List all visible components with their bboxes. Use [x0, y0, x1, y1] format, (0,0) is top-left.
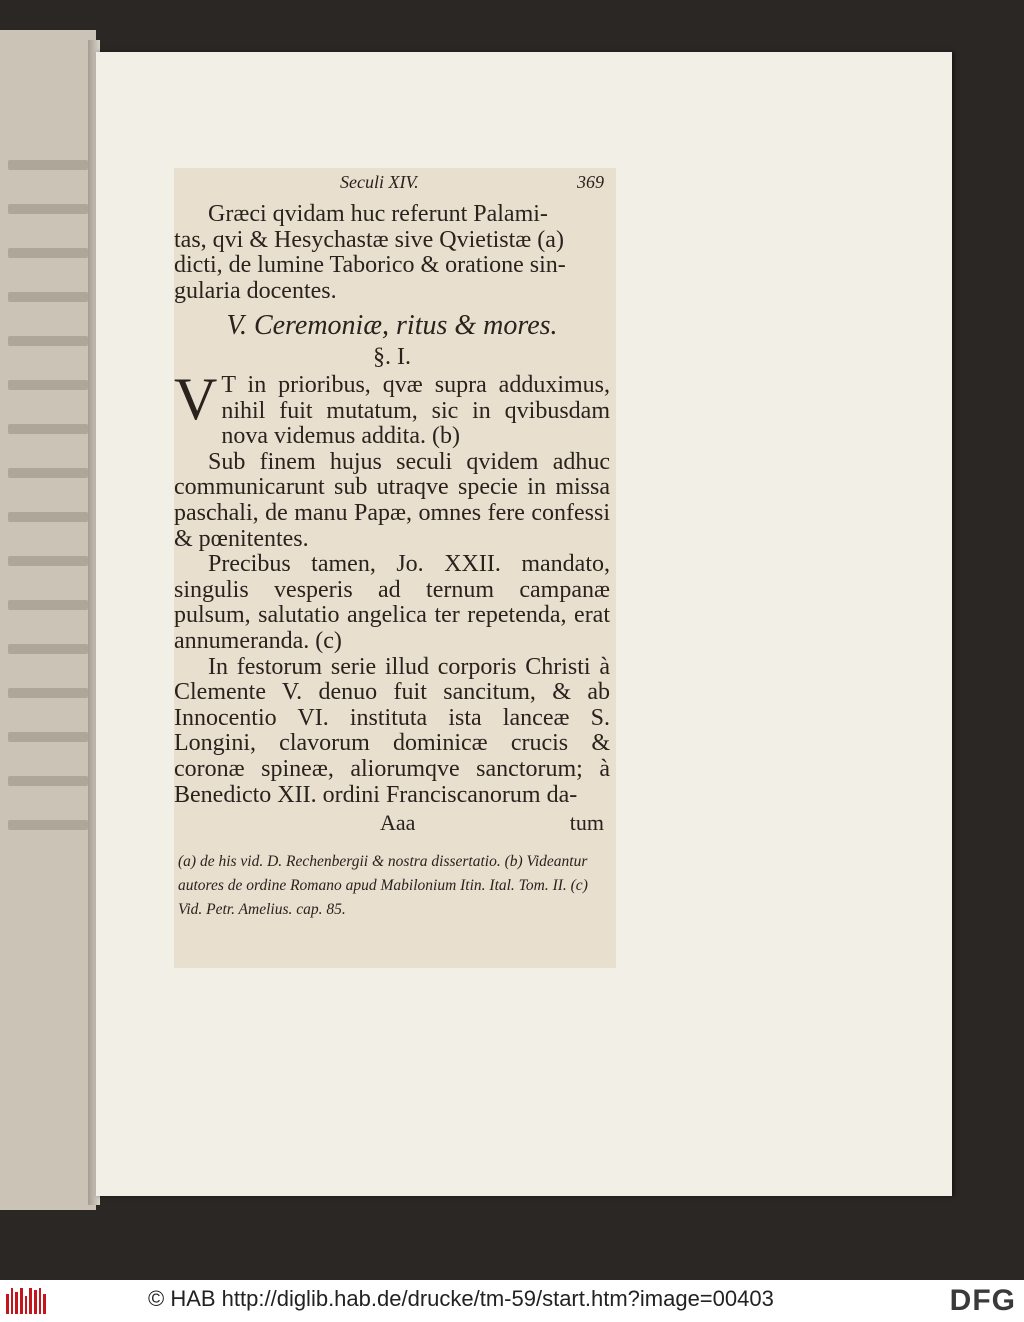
- page-foot-line: [174, 808, 610, 836]
- catchword: tum: [569, 810, 604, 836]
- page-text: [174, 172, 610, 922]
- text-line: dicti, de lumine Taborico & oratione sin-: [174, 252, 566, 278]
- paragraph-2: [174, 366, 610, 450]
- paragraph-text: Sub finem hujus seculi qvidem adhuc communicarunt sub utraqve specie in missa paschali, de manu Papæ, omnes fere confessi & pœnitentes.: [174, 448, 610, 552]
- dfg-logo: DFG: [949, 1284, 1016, 1317]
- page-number: 369: [577, 172, 604, 192]
- running-head: Seculi XIV.: [340, 172, 419, 192]
- paragraph-text: T in prioribus, qvæ supra adduximus, nihil fuit mutatum, sic in qvibusdam nova videmus addita. (b): [221, 372, 610, 450]
- paragraph-3: [174, 450, 610, 552]
- section-mark: §. I.: [373, 344, 411, 370]
- section-title: V. Ceremoniæ, ritus & mores.: [226, 310, 558, 341]
- text-line: Græci qvidam huc referunt Palami-: [208, 201, 548, 227]
- paragraph-5: [174, 655, 610, 809]
- paragraph-text: Precibus tamen, Jo. XXII. mandato, singulis vesperis ad ternum campanæ pulsum, salutatio angelica ter repetenda, erat annumeranda. (c): [174, 551, 610, 654]
- paragraph-1: [174, 202, 610, 304]
- signature-mark: Aaa: [380, 810, 416, 836]
- paragraph-text: In festorum serie illud corporis Christi à Clemente V. denuo fuit sancitum, & ab Innocentio VI. instituta ista lanceæ S. Longini, clavorum dominicæ crucis & coronæ spineæ, aliorumqve sanctorum; à Benedicto XII. ordini Franciscanorum da-: [174, 653, 610, 808]
- running-header: [174, 172, 610, 202]
- text-line: tas, qvi & Hesychastæ sive Qvietistæ (a): [174, 226, 564, 253]
- drop-cap: V: [174, 366, 218, 432]
- previous-page-edge: [0, 30, 96, 1210]
- hab-logo-icon: [6, 1288, 46, 1314]
- source-url[interactable]: © HAB http://diglib.hab.de/drucke/tm-59/start.htm?image=00403: [148, 1286, 774, 1311]
- text-line: gularia docentes.: [174, 277, 337, 304]
- viewer-footer: [0, 1280, 1024, 1322]
- ghost-text: [8, 160, 88, 864]
- paragraph-4: [174, 552, 610, 654]
- footnotes: (a) de his vid. D. Rechenbergii & nostra dissertatio. (b) Videantur autores de ordine Romano apud Mabilonium Itin. Ital. Tom. II. (c) Vid. Petr. Amelius. cap. 85.: [178, 853, 588, 919]
